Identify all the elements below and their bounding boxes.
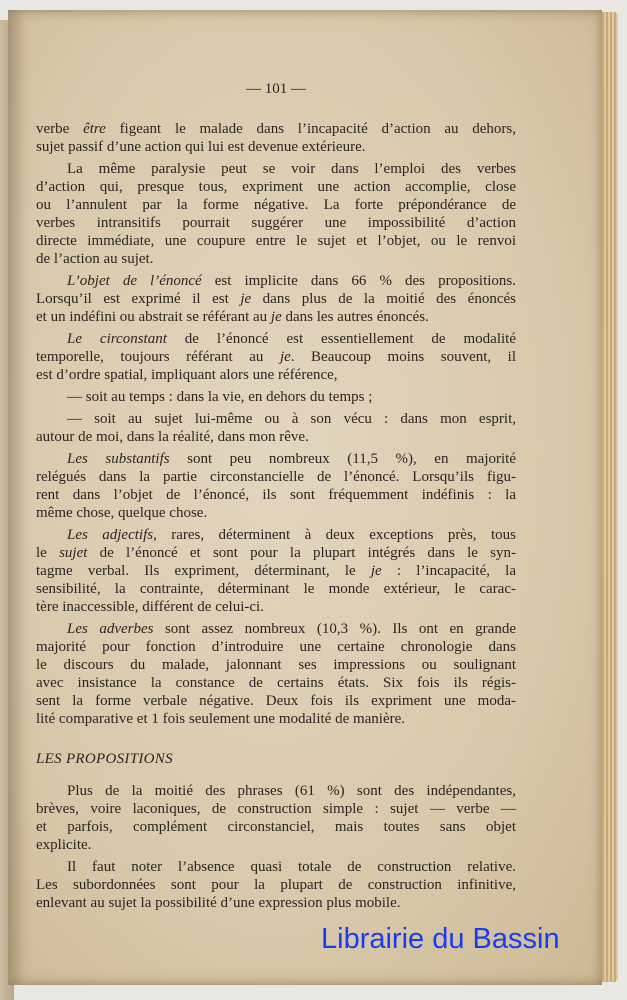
text-line <box>36 876 516 894</box>
italic-text: Les substantifs <box>67 451 170 467</box>
paragraph <box>36 388 516 406</box>
paragraph <box>36 526 516 616</box>
text-segment: , rares, déterminent à deux exceptions près, tous <box>153 527 516 543</box>
text-segment: de l’action au sujet. <box>36 251 154 267</box>
text-segment: est implicite dans 66 % des propositions. <box>201 273 516 289</box>
text-line <box>36 710 516 728</box>
text-segment: et un indéfini ou abstrait se référant au <box>36 309 271 325</box>
text-segment: Plus de la moitié des phrases (61 %) sont des indépendantes, <box>67 783 516 799</box>
text-line <box>36 858 516 876</box>
text-segment: temporelle, toujours référant au <box>36 349 280 365</box>
italic-text: être <box>83 121 106 137</box>
text-line <box>36 120 516 138</box>
paragraph <box>36 450 516 522</box>
paragraph <box>36 620 516 728</box>
text-segment: et parfois, complément circonstanciel, mais toutes sans objet <box>36 819 516 835</box>
text-segment: rent dans l’objet de l’énoncé, ils sont fréquemment indéfinis : la <box>36 487 516 503</box>
text-segment: verbes intransitifs pourrait suggérer une impossibilité d’action <box>36 215 516 231</box>
text-segment: enlevant au sujet la possibilité d’une expression plus mobile. <box>36 895 401 911</box>
paragraph <box>36 782 516 854</box>
text-segment: de l’énoncé et sont pour la plupart intégrés dans le syn- <box>87 545 516 561</box>
text-segment: relégués dans la partie circonstancielle de l’énoncé. Lorsqu’ils figu- <box>36 469 516 485</box>
italic-text: Le circonstant <box>67 331 167 347</box>
text-line <box>36 450 516 468</box>
text-segment: sont peu nombreux (11,5 %), en majorité <box>169 451 516 467</box>
paragraph <box>36 330 516 384</box>
text-segment: dans plus de la moitié des énoncés <box>251 291 516 307</box>
body-text-section <box>36 782 516 912</box>
text-segment: autour de moi, dans la réalité, dans mon rêve. <box>36 429 309 445</box>
watermark: Librairie du Bassin <box>321 923 560 955</box>
text-line <box>36 638 516 656</box>
text-line <box>36 178 516 196</box>
text-segment: Lorsqu’il est exprimé il est <box>36 291 241 307</box>
text-line <box>36 836 516 854</box>
text-line <box>36 692 516 710</box>
text-line <box>36 894 516 912</box>
text-line <box>36 290 516 308</box>
text-segment: dans les autres énoncés. <box>281 309 429 325</box>
text-line <box>36 428 516 446</box>
text-segment: d’action qui, presque tous, expriment une action accomplie, close <box>36 179 516 195</box>
text-line <box>36 486 516 504</box>
text-segment: explicite. <box>36 837 92 853</box>
text-segment: même chose, quelque chose. <box>36 505 208 521</box>
text-line <box>36 366 516 384</box>
text-segment: sent la forme verbale négative. Deux fois ils expriment une moda- <box>36 693 516 709</box>
italic-text: L’objet de l’énoncé <box>67 273 202 289</box>
page-content <box>36 80 560 956</box>
italic-text: je <box>240 291 252 307</box>
paragraph <box>36 272 516 326</box>
italic-text: Les adjectifs <box>67 527 154 543</box>
text-segment: tère inaccessible, différent de celui-ci. <box>36 599 264 615</box>
text-line <box>36 580 516 598</box>
page-number: — 101 — <box>246 81 306 97</box>
text-segment: brèves, voire laconiques, de construction simple : sujet — verbe — <box>36 801 516 817</box>
text-line <box>36 800 516 818</box>
paragraph <box>36 858 516 912</box>
text-segment: lité comparative et 1 fois seulement une modalité de manière. <box>36 711 406 727</box>
text-line <box>36 620 516 638</box>
text-line <box>36 544 516 562</box>
italic-text: sujet <box>59 545 88 561</box>
text-line <box>36 250 516 268</box>
text-line <box>36 656 516 674</box>
text-line <box>36 138 516 156</box>
text-line <box>36 410 516 428</box>
text-line <box>36 562 516 580</box>
text-line <box>36 196 516 214</box>
text-line <box>36 308 516 326</box>
text-segment: est d’ordre spatial, impliquant alors une référence, <box>36 367 338 383</box>
text-segment: . Beaucoup moins souvent, il <box>290 349 516 365</box>
text-line <box>36 782 516 800</box>
text-segment: ou l’annulent par la forme négative. La forte prépondérance de <box>36 197 516 213</box>
section-heading: LES PROPOSITIONS <box>36 751 173 767</box>
text-segment: le discours du malade, jalonnant ses impressions ou soulignant <box>36 657 516 673</box>
paragraph <box>36 410 516 446</box>
text-segment: figeant le malade dans l’incapacité d’action au dehors, <box>105 121 517 137</box>
text-segment: La même paralysie peut se voir dans l’emploi des verbes <box>67 161 516 177</box>
text-line <box>36 598 516 616</box>
text-line <box>36 504 516 522</box>
text-line <box>36 232 516 250</box>
text-line <box>36 160 516 178</box>
text-segment: Les subordonnées sont pour la plupart de construction infinitive, <box>36 877 516 893</box>
text-segment: tagme verbal. Ils expriment, déterminant, le <box>36 563 371 579</box>
text-segment: verbe <box>36 121 84 137</box>
text-line <box>36 214 516 232</box>
text-segment: de l’énoncé est essentiellement de modalité <box>166 331 517 347</box>
italic-text: je <box>370 563 382 579</box>
text-segment: le <box>36 545 60 561</box>
text-segment: sujet passif d’une action qui lui est devenue extérieure. <box>36 139 366 155</box>
text-segment: — soit au temps : dans la vie, en dehors du temps ; <box>67 389 373 405</box>
text-line <box>36 272 516 290</box>
paragraph <box>36 120 516 156</box>
text-line <box>36 388 516 406</box>
italic-text: je <box>279 349 291 365</box>
italic-text: Les adverbes <box>67 621 154 637</box>
text-segment: sensibilité, la contrainte, déterminant le monde extérieur, le carac- <box>36 581 516 597</box>
text-line <box>36 674 516 692</box>
italic-text: je <box>270 309 282 325</box>
text-line <box>36 818 516 836</box>
text-line <box>36 468 516 486</box>
body-text <box>36 120 516 728</box>
text-segment: : l’incapacité, la <box>381 563 517 579</box>
text-segment: Il faut noter l’absence quasi totale de construction relative. <box>67 859 516 875</box>
text-segment: avec insistance la constance de certains états. Six fois ils régis- <box>36 675 516 691</box>
text-segment: sont assez nombreux (10,3 %). Ils ont en grande <box>153 621 516 637</box>
text-segment: directe immédiate, une coupure entre le sujet et l’objet, ou le renvoi <box>36 233 516 249</box>
text-segment: — soit au sujet lui-même ou à son vécu : dans mon esprit, <box>67 411 516 427</box>
text-segment: majorité pour fonction d’introduire une certaine chronologie dans <box>36 639 516 655</box>
text-line <box>36 348 516 366</box>
text-line <box>36 330 516 348</box>
book-page <box>8 10 602 985</box>
text-line <box>36 526 516 544</box>
paragraph <box>36 160 516 268</box>
